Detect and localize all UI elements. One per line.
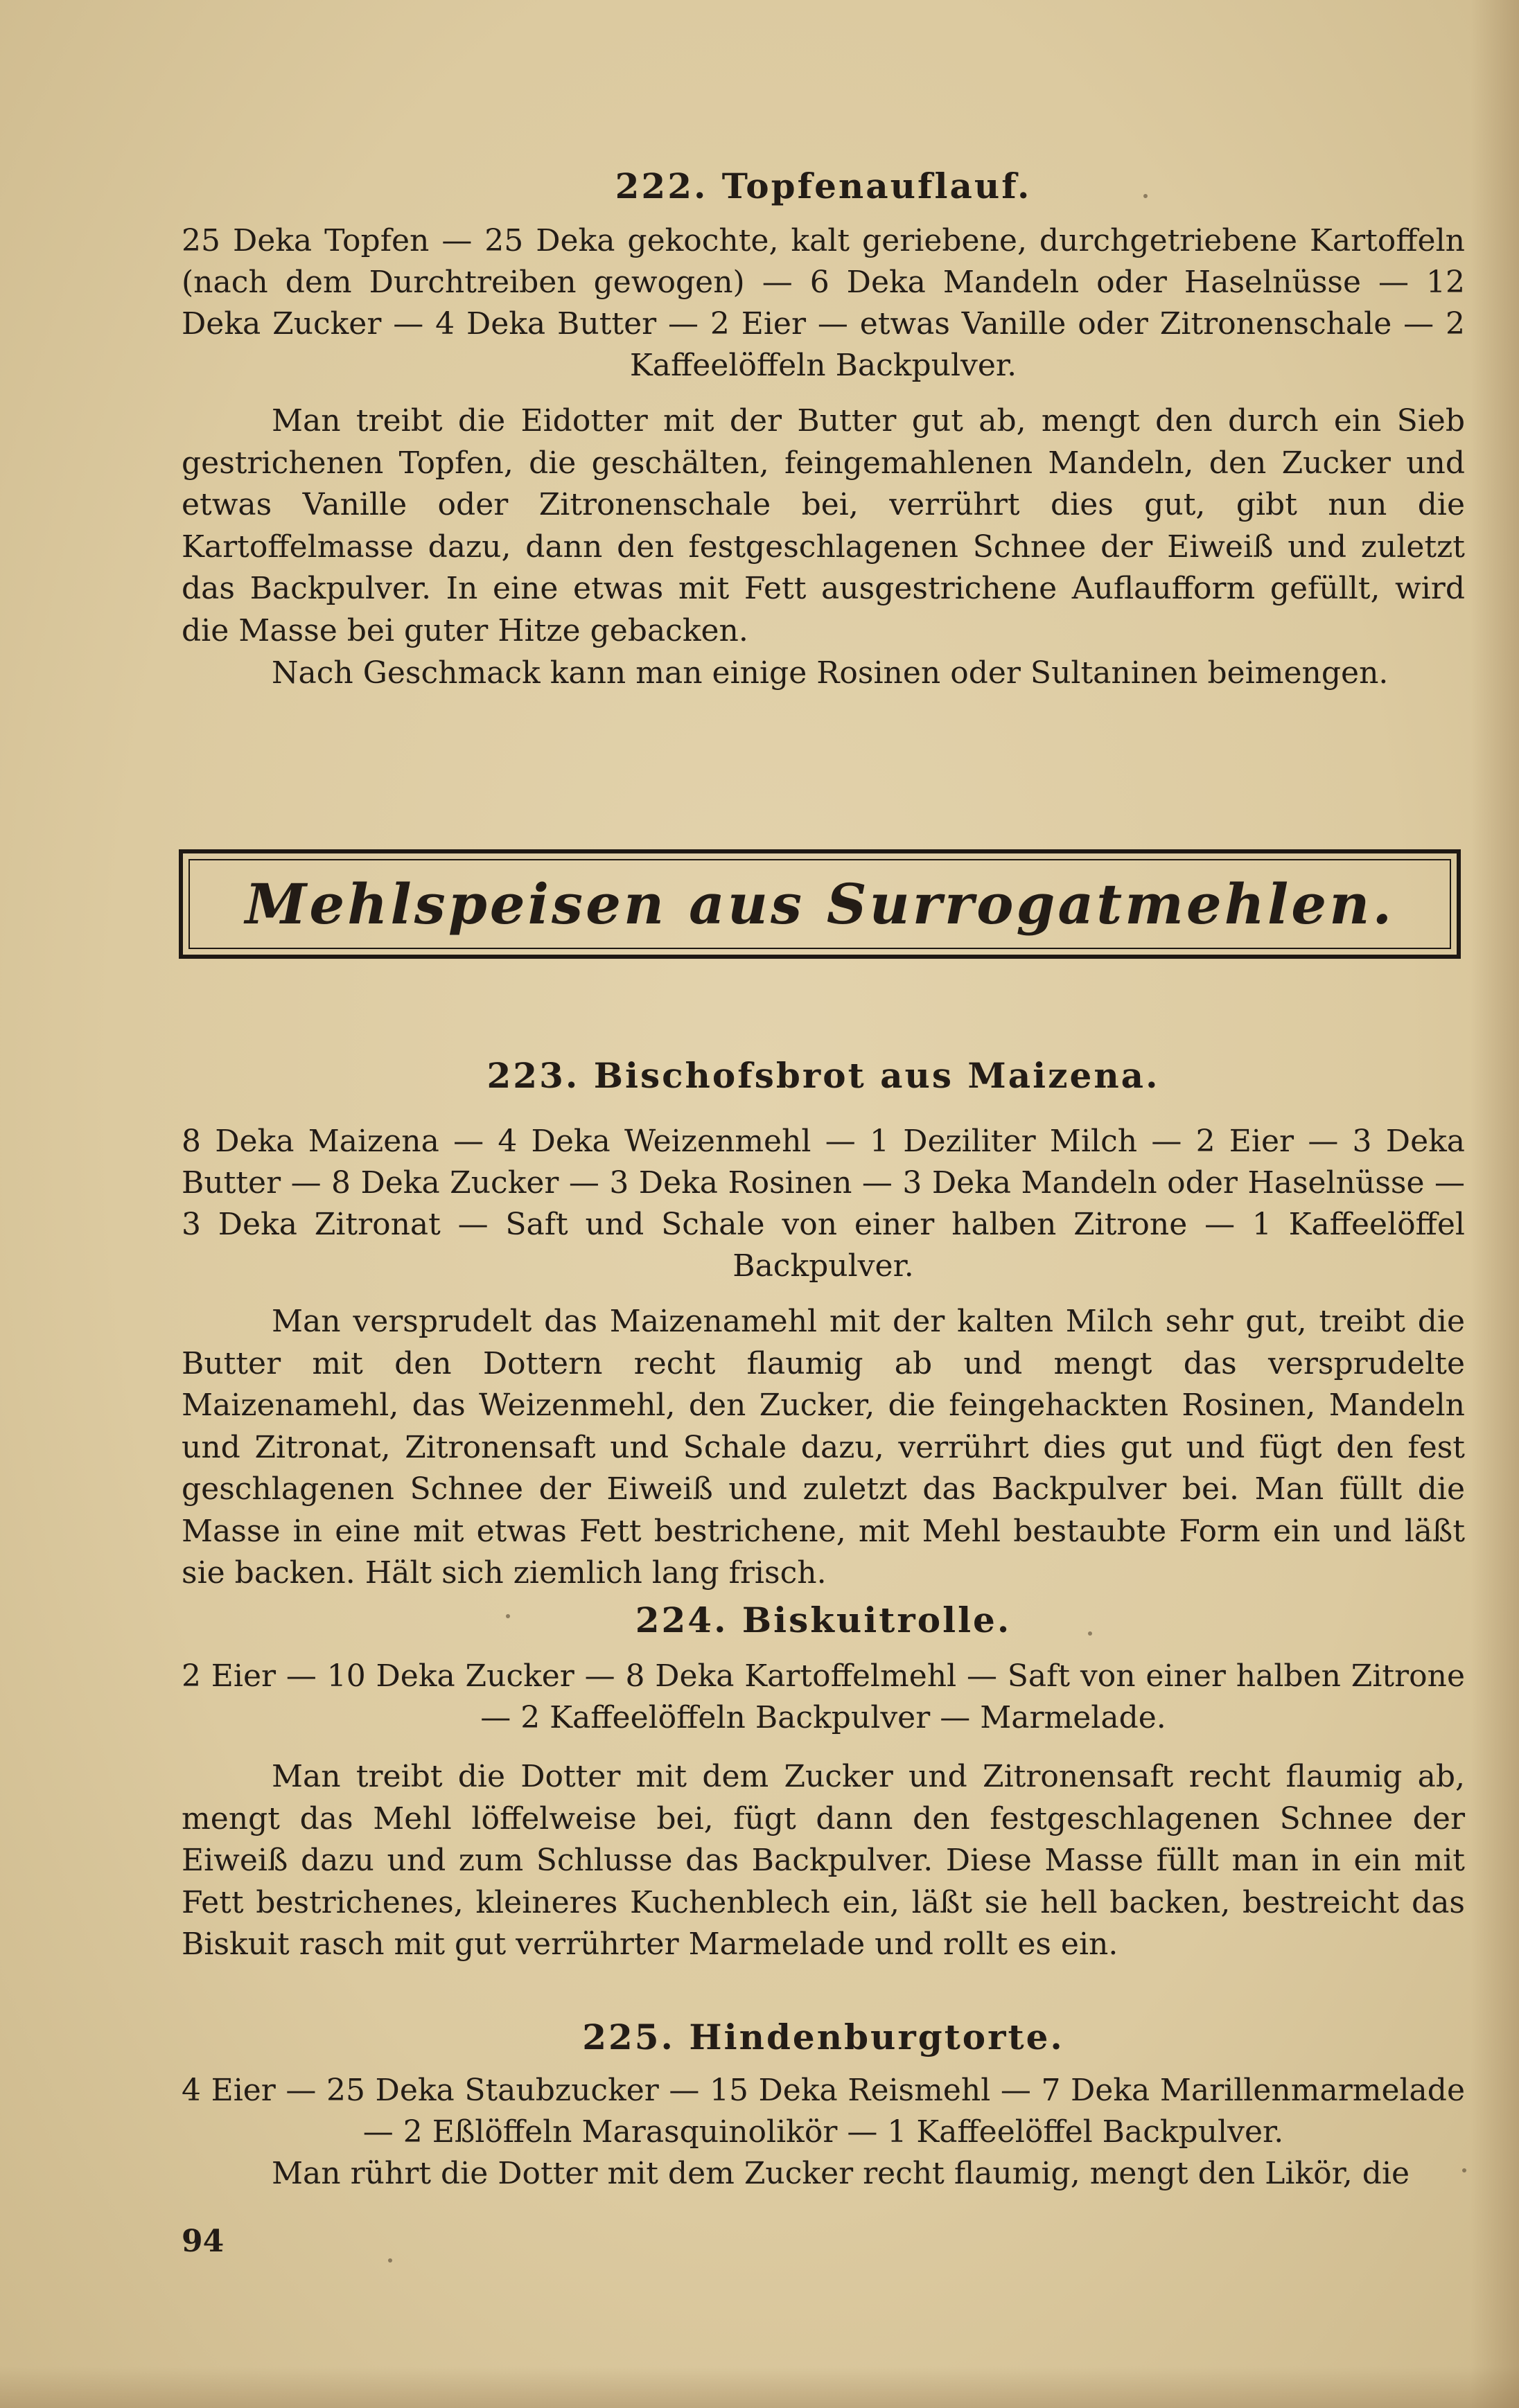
recipe-222-ingredients: 25 Deka Topfen — 25 Deka gekochte, kalt geriebene, durchgetriebene Kartoffeln (nach dem Durchtreiben gewogen) — 6 Deka Mandeln oder Haselnüsse — 12 Deka Zucker — 4 Deka Butter — 2 Eier — etwas Vanille oder Zitronenschale — 2 Kaffeelöffeln Backpulver. <box>182 223 1465 383</box>
paper-speck <box>1462 2168 1466 2172</box>
recipe-223-instructions: Man versprudelt das Maizenamehl mit der kalten Milch sehr gut, treibt die Butter mit den Dottern recht flaumig ab und mengt das versprudelte Maizenamehl, das Weizenmehl, den Zucker, die feingehackten Rosinen, Mandeln und Zitronat, Zitronensaft und Schale dazu, verrührt dies gut und fügt den fest geschlagenen Schnee der Eiweiß und zuletzt das Backpulver bei. Man füllt die Masse in eine mit etwas Fett bestrichene, mit Mehl bestaubte Form ein und läßt sie backen. Hält sich ziemlich lang frisch. <box>182 1304 1465 1591</box>
recipe-222-instructions: Man treibt die Eidotter mit der Butter gut ab, mengt den durch ein Sieb gestrichenen Topfen, die geschälten, feingemahlenen Mandeln, den Zucker und etwas Vanille oder Zitronenschale bei, verrührt dies gut, gibt nun die Kartoffelmasse dazu, dann den festgeschlagenen Schnee der Eiweiß und zuletzt das Backpulver. In eine etwas mit Fett ausgestrichene Auflaufform gefüllt, wird die Masse bei guter Hitze gebacken. <box>182 403 1465 648</box>
recipe-225-instructions: Man rührt die Dotter mit dem Zucker recht flaumig, mengt den Likör, die <box>272 2156 1410 2191</box>
recipe-224-instructions: Man treibt die Dotter mit dem Zucker und Zitronensaft recht flaumig ab, mengt das Mehl löffelweise bei, fügt dann den festgeschlagenen Schnee der Eiweiß dazu und zum Schlusse das Backpulver. Diese Masse füllt man in ein mit Fett bestrichenes, kleineres Kuchenblech ein, läßt sie hell backen, bestreicht das Biskuit rasch mit gut verrührter Marmelade und rollt es ein. <box>182 1759 1465 1962</box>
paper-speck <box>1143 194 1148 198</box>
recipe-222-title: 222. Topfenauflauf. <box>615 166 1032 206</box>
paper-speck <box>388 2258 392 2263</box>
recipe-224-ingredients: 2 Eier — 10 Deka Zucker — 8 Deka Kartoffelmehl — Saft von einer halben Zitrone — 2 Kaffeelöffeln Backpulver — Marmelade. <box>182 1658 1465 1735</box>
recipe-225-title: 225. Hindenburgtorte. <box>582 2017 1064 2057</box>
paper-speck <box>506 1614 510 1618</box>
page-edge-shadow-right <box>1470 0 1519 2408</box>
recipe-224-title: 224. Biskuitrolle. <box>635 1600 1012 1640</box>
chapter-heading: Mehlspeisen aus Surrogatmehlen. <box>245 871 1395 937</box>
paper-speck <box>1088 1631 1092 1636</box>
page-number: 94 <box>182 2224 225 2259</box>
recipe-223-ingredients: 8 Deka Maizena — 4 Deka Weizenmehl — 1 Deziliter Milch — 2 Eier — 3 Deka Butter — 8 Deka Zucker — 3 Deka Rosinen — 3 Deka Mandeln oder Haselnüsse — 3 Deka Zitronat — Saft und Schale von einer halben Zitrone — 1 Kaffeelöffel Backpulver. <box>182 1124 1465 1284</box>
recipe-223-title: 223. Bischofsbrot aus Maizena. <box>486 1055 1160 1096</box>
chapter-banner <box>179 849 1461 959</box>
recipe-222-note: Nach Geschmack kann man einige Rosinen oder Sultaninen beimengen. <box>272 655 1389 691</box>
page-edge-shadow-bottom <box>0 2366 1519 2408</box>
recipe-225-ingredients: 4 Eier — 25 Deka Staubzucker — 15 Deka Reismehl — 7 Deka Marillenmarmelade — 2 Eßlöffeln Marasquinolikör — 1 Kaffeelöffel Backpulver. <box>182 2073 1465 2150</box>
